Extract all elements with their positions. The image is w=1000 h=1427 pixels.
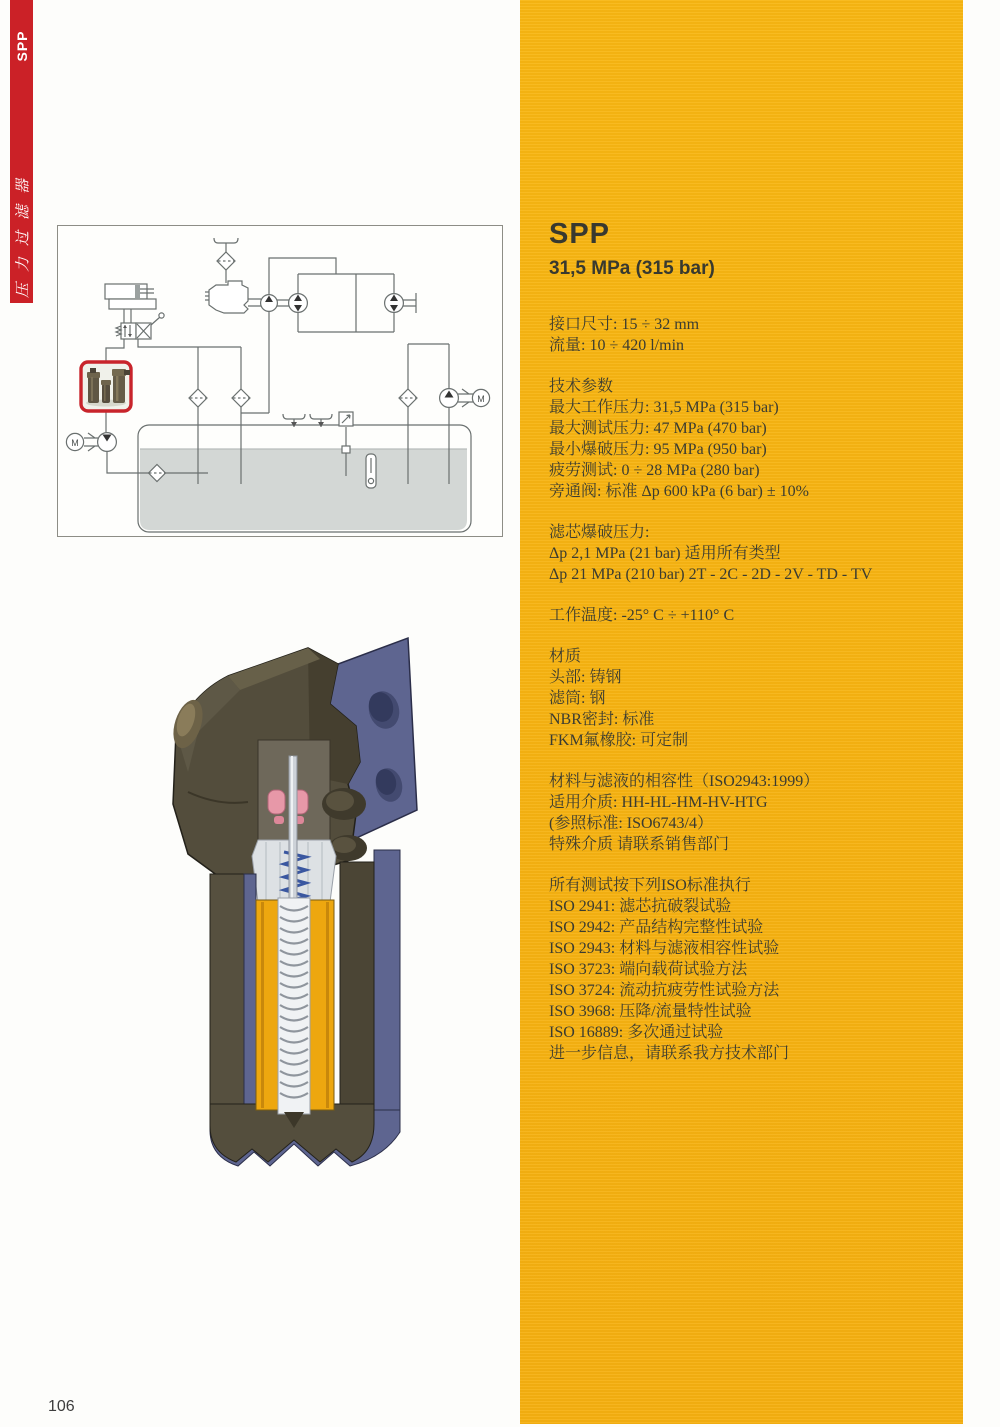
spec-text-line: 最小爆破压力: 95 MPa (950 bar) — [549, 441, 767, 458]
level-gauge-icon — [366, 454, 376, 488]
reservoir-icon — [138, 425, 471, 532]
spec-text-line: (参照标准: ISO6743/4） — [549, 815, 714, 832]
cutaway-svg — [158, 612, 432, 1192]
hydraulic-motor-icon — [385, 294, 404, 313]
center-spindle — [289, 756, 297, 918]
sidebar-tab-label: SPP — [13, 30, 30, 62]
spec-text-line: Δp 21 MPa (210 bar) 2T - 2C - 2D - 2V - TD - TV — [549, 566, 873, 583]
spec-text-line: NBR密封: 标准 — [549, 711, 655, 728]
product-title: SPP — [549, 218, 611, 250]
spec-section-iso-tests — [549, 875, 953, 1064]
spec-text-line: 所有测试按下列ISO标准执行 — [549, 877, 751, 894]
filter-element — [256, 898, 334, 1128]
spec-text-line: 接口尺寸: 15 ÷ 32 mm — [549, 316, 700, 333]
page-number: 106 — [48, 1398, 75, 1415]
spec-section-materials — [549, 646, 953, 751]
cylinder-icon — [105, 284, 156, 309]
spec-section-technical — [549, 376, 953, 502]
spec-text-line: 头部: 铸钢 — [549, 669, 622, 686]
svg-text:M: M — [477, 394, 485, 404]
return-filter-icon-right — [399, 389, 417, 407]
spec-text-line: 适用介质: HH-HL-HM-HV-HTG — [549, 794, 768, 811]
spec-text-line: ISO 2941: 滤芯抗破裂试验 — [549, 898, 732, 915]
hydraulic-circuit-diagram — [57, 225, 503, 537]
spec-section-temperature — [549, 605, 953, 626]
spec-text-line: 特殊介质 请联系销售部门 — [549, 836, 730, 853]
spec-text-line: 滤芯爆破压力: — [549, 524, 650, 541]
spec-text-line: 技术参数 — [549, 378, 614, 395]
product-pressure-rating: 31,5 MPa (315 bar) — [549, 258, 715, 279]
filter-cutaway-illustration — [158, 612, 432, 1192]
pump-icon — [98, 433, 117, 452]
spec-text-line: 流量: 10 ÷ 420 l/min — [549, 337, 685, 354]
product-photo-frame — [81, 362, 131, 411]
return-filter-icon — [189, 389, 250, 407]
sidebar-tab — [10, 0, 33, 303]
spec-text-line: Δp 2,1 MPa (21 bar) 适用所有类型 — [549, 545, 781, 562]
circuit-svg — [58, 226, 502, 536]
pipes — [84, 238, 473, 484]
spec-text-line: ISO 3723: 端向载荷试验方法 — [549, 961, 748, 978]
spec-text-line: 旁通阀: 标准 Δp 600 kPa (6 bar) ± 10% — [549, 483, 809, 500]
spec-text-line: 工作温度: -25° C ÷ +110° C — [549, 607, 735, 624]
electric-motor-icon-right — [472, 389, 489, 406]
spec-text-line: ISO 3968: 压降/流量特性试验 — [549, 1003, 752, 1020]
spec-text-line: ISO 16889: 多次通过试验 — [549, 1024, 724, 1041]
spec-text-line: 最大工作压力: 31,5 MPa (315 bar) — [549, 399, 779, 416]
spec-section-connection — [549, 314, 953, 356]
electric-motor-icon — [66, 433, 83, 450]
spec-section-compatibility — [549, 771, 953, 855]
spec-text-line: ISO 3724: 流动抗疲劳性试验方法 — [549, 982, 780, 999]
pump-icon-right — [440, 389, 459, 408]
spec-text-line: 材质 — [549, 648, 582, 665]
spec-text-line: 疲劳测试: 0 ÷ 28 MPa (280 bar) — [549, 462, 760, 479]
spec-text-line: 滤筒: 钢 — [549, 690, 606, 707]
svg-text:M: M — [71, 438, 79, 448]
spec-sections — [549, 314, 953, 1084]
bidirectional-pump-icon — [289, 294, 308, 313]
spec-section-element-burst — [549, 522, 953, 585]
spec-text-line: FKM氟橡胶: 可定制 — [549, 732, 689, 749]
sidebar-tab-category-label: 压力过滤器 — [15, 167, 31, 299]
lever-directional-valve-icon — [116, 313, 164, 339]
pump-icon-2 — [261, 295, 278, 312]
spec-text-line: ISO 2942: 产品结构完整性试验 — [549, 919, 764, 936]
spec-text-line: ISO 2943: 材料与滤液相容性试验 — [549, 940, 780, 957]
spec-text-line: 进一步信息，请联系我方技术部门 — [549, 1045, 790, 1062]
air-breather-filter-icon — [217, 252, 235, 270]
spec-text-line: 最大测试压力: 47 MPa (470 bar) — [549, 420, 767, 437]
spec-panel — [520, 0, 963, 1424]
spec-text-line: 材料与滤液的相容性（ISO2943:1999） — [549, 773, 820, 790]
combustion-engine-icon — [205, 281, 248, 313]
